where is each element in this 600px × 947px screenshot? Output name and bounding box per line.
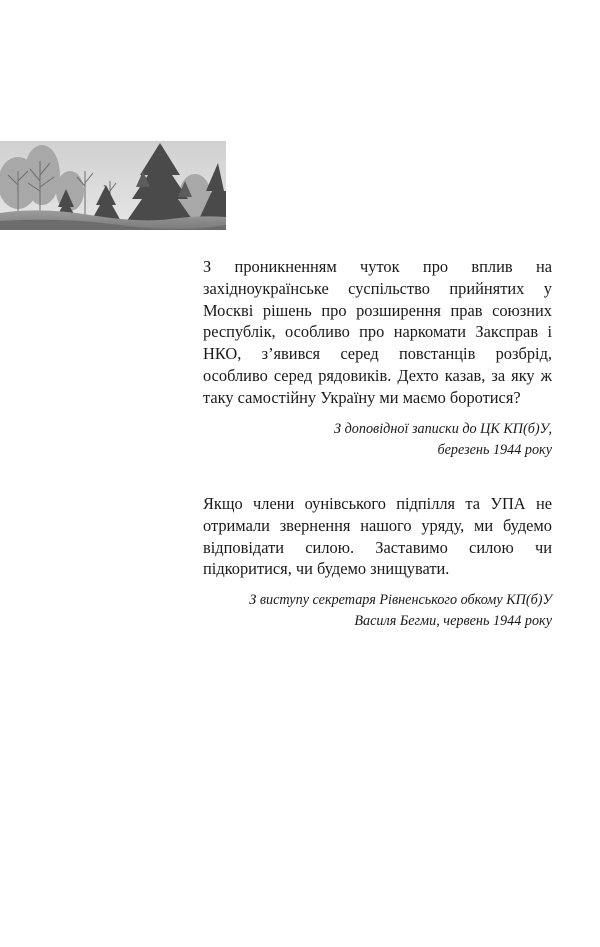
epigraph-1 <box>203 256 552 461</box>
epigraph-source <box>203 419 552 461</box>
epigraph-quote: З проникненням чуток про вплив на західноукраїнське суспільство прийнятих у Москві рішень про розширення прав союзних республік, особливо про наркомати Закcправ і НКО, з’явився серед повстанців розбрід, особливо серед рядовиків. Дехто казав, за яку ж таку самостійну Україну ми маємо боротися? <box>203 257 552 407</box>
epigraph-2 <box>203 493 552 632</box>
epigraph-source-line: березень 1944 року <box>437 441 552 458</box>
epigraph-source-line: З виступу секретаря Рівненського обкому КП(б)У <box>249 592 552 609</box>
winter-forest-photo-icon <box>0 141 226 230</box>
epigraph-source-line: Василя Бегми, червень 1944 року <box>354 613 552 630</box>
epigraph-source <box>203 590 552 632</box>
epigraph-quote: Якщо члени оунівського підпілля та УПА не отримали звернення нашого уряду, ми будемо відповідати силою. Заставимо силою чи підкоритися, чи будемо знищувати. <box>203 494 552 579</box>
epigraph-source-line: З доповідної записки до ЦК КП(б)У, <box>334 420 552 437</box>
forest-photo <box>0 141 226 230</box>
